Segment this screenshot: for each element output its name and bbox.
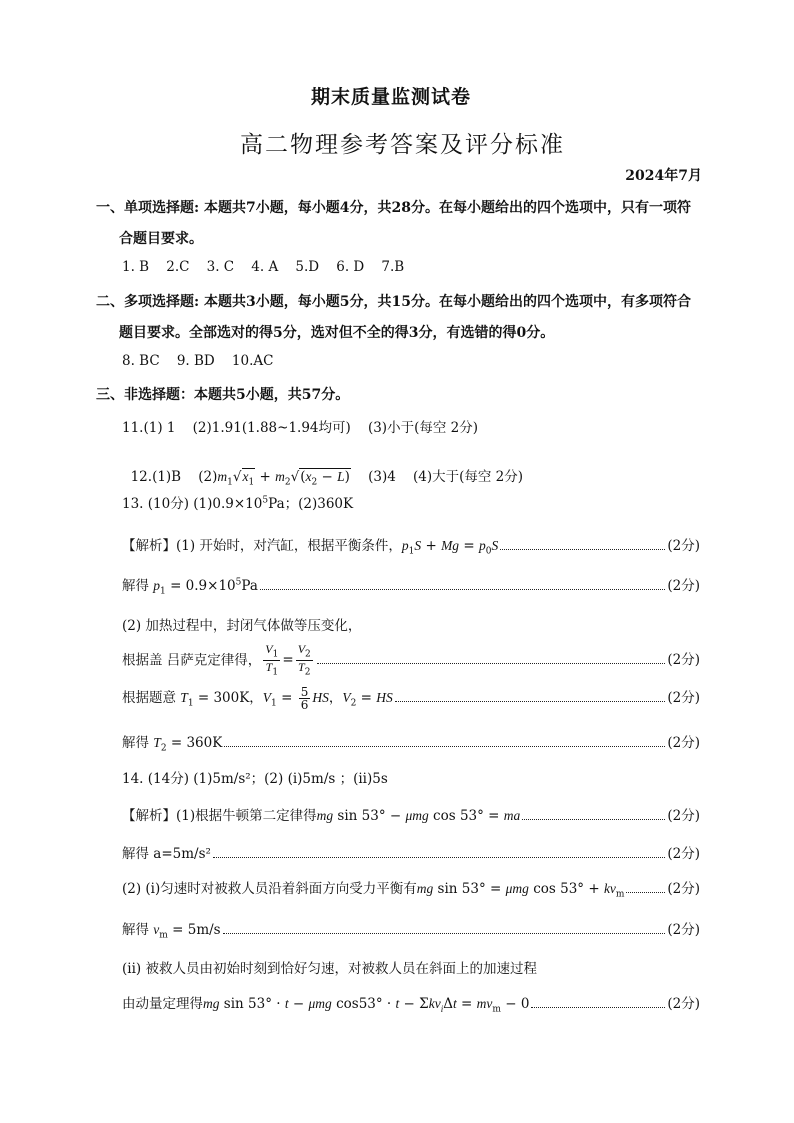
q13-summary: 13. (10分) $(1)0.9\times 10^5Pa$；(2)360K [122,495,354,512]
q13-note: (2) 加热过程中，封闭气体做等压变化， [122,618,362,634]
q13-eq-conditions: $T_1 = 300K$，$V_1$ = $\frac{5}{6}$ HS，$V_2$ = HS [180,685,393,712]
q13-eq-balance: $p_1S + Mg = p_0S$ [401,538,499,557]
q14-step1: 【解析】(1)根据牛顿第二定律得mg sin 53° − μmg cos 53° = ma (2分) [122,808,700,824]
exam-title: 期末质量监测试卷 [311,86,472,108]
q13-eq-t2: $T_2 = 360K$ [153,735,223,754]
q13-step4: 根据题意 $T_1 = 300K$，$V_1$ = $\frac{5}{6}$ HS，$V_2$ = HS (2分) [122,685,700,712]
part2-answers: 8. BC 9. BD 10.AC [122,353,274,369]
q14-eq-vm: $v_m = 5m/s$ [153,922,221,941]
q14-step2: 解得 a=5m/s² (2分) [122,846,700,862]
q13-eq-p1: $p_1 = 0.9\times 10^5Pa$ [153,577,258,597]
q14-summary: 14. (14分) (1)5m/s²；(2) (i)5m/s ；(ii)5s [122,771,388,787]
q13-step2: 解得 $p_1 = 0.9\times 10^5Pa$ (2分) [122,577,700,597]
q12-suffix: (3)4 (4)大于(每空 2分) [350,469,524,485]
q13-step1: 【解析】(1) 开始时，对汽缸，根据平衡条件，$p_1S + Mg = p_0S$ (2分) [122,538,700,557]
q14-step5: 由动量定理得mg sin 53° · t − μmg $\cos 53^\circ \cdot t - \Sigma kv_i\Delta t = mv_m - 0$ (2分) [122,996,700,1015]
q13-eq-gaylussac: $\frac{V_1}{T_1}$ = $\frac{V_2}{T_2}$ [265,642,311,678]
q14-eq-momentum: mg sin 53° · t − μmg $\cos 53^\circ \cdot t - \Sigma kv_i\Delta t = mv_m - 0$ [203,996,530,1015]
q12-formula: $m_1√x_1 + m_2√(x_2 - L)$ [217,469,350,488]
q13-step3: 根据盖 吕萨克定律得， $\frac{V_1}{T_1}$ = $\frac{V_2}{T_2}$ (2分) [122,642,700,678]
q14-step3: (2) (i)匀速时对被救人员沿着斜面方向受力平衡有mg sin 53° = μmg $\cos 53^\circ + kv_m$ (2分) [122,881,700,900]
q14-step4: 解得 $v_m = 5m/s$ (2分) [122,922,700,941]
part2-heading-cont: 题目要求。全部选对的得5分，选对但不全的得3分，有选错的得0分。 [119,325,555,341]
exam-date: 2024年7月 [625,168,702,184]
q11-answers: 11.(1) 1 (2)1.91(1.88~1.94均可) (3)小于(每空 2分) [122,420,478,436]
part3-heading: 三、非选择题：本题共5小题，共57分。 [96,387,350,403]
part1-answers: 1. B 2.C 3. C 4. A 5.D 6. D 7.B [122,259,405,275]
q14-note: (ii) 被救人员由初始时刻到恰好匀速，对被救人员在斜面上的加速过程 [122,961,537,977]
q12-answers [122,449,523,488]
q14-eq-newton: mg sin 53° − μmg cos 53° = ma [316,808,521,824]
answer-key-title: 高二物理参考答案及评分标准 [240,132,565,158]
part2-heading: 二、多项选择题: 本题共3小题，每小题5分，共15分。在每小题给出的四个选项中，有多项符合 [96,294,692,310]
q14-eq-balance: mg sin 53° = μmg $\cos 53^\circ + kv_m$ [416,881,625,900]
part1-heading: 一、单项选择题: 本题共7小题，每小题4分，共28分。在每小题给出的四个选项中，只有一项符 [96,200,692,216]
q13-step5: 解得 $T_2 = 360K$ (2分) [122,735,700,754]
part1-heading-cont: 合题目要求。 [119,231,203,247]
q12-prefix: 12.(1)B (2) [130,469,218,485]
